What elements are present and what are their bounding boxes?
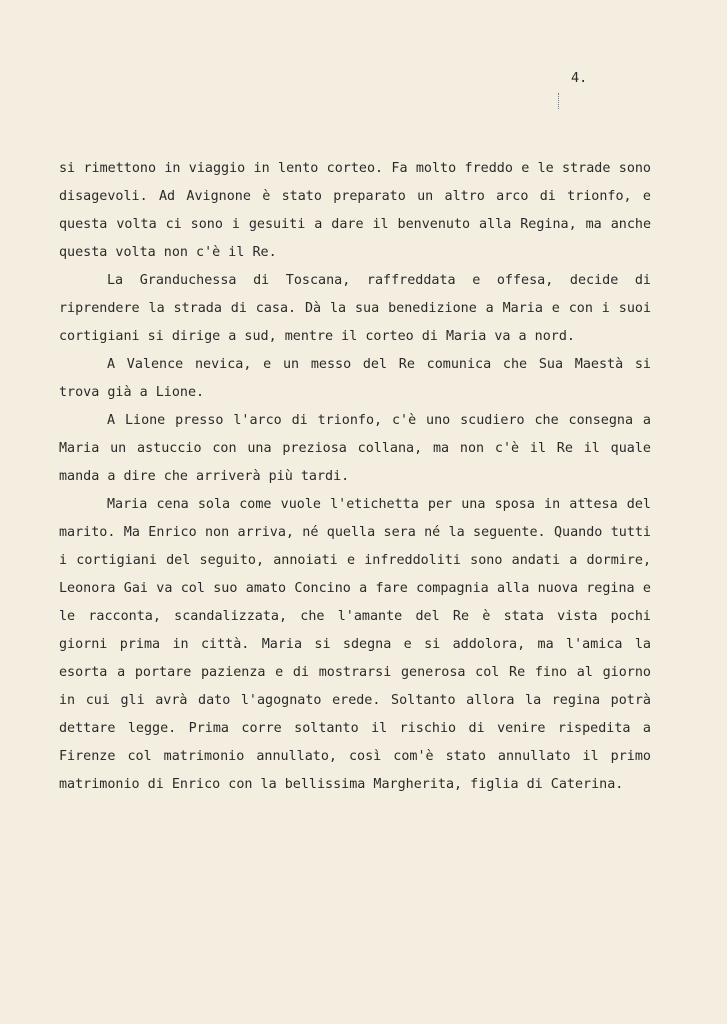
body-text [59, 155, 651, 799]
page-number: 4. [571, 70, 588, 86]
paragraph-5: Maria cena sola come vuole l'etichetta per una sposa in attesa del marito. Ma Enrico non arriva, né quella sera né la seguente. Quando tutti i cortigiani del seguito, annoiati e infreddoliti sono andati a dormire, Leonora Gai va col suo amato Concino a fare compagnia alla nuova regina e le racconta, scandalizzata, che l'amante del Re è stata vista pochi giorni prima in città. Maria si sdegna e si addolora, ma l'amica la esorta a portare pazienza e di mostrarsi generosa col Re fino al giorno in cui gli avrà dato l'agognato erede. Soltanto allora la regina potrà dettare legge. Prima corre soltanto il rischio di venire rispedita a Firenze col matrimonio annullato, così com'è stato annullato il primo matrimonio di Enrico con la bellissima Margherita, figlia di Caterina. [59, 497, 651, 792]
paragraph-4: A Lione presso l'arco di trionfo, c'è uno scudiero che consegna a Maria un astuccio con una preziosa collana, ma non c'è il Re il quale manda a dire che arriverà più tardi. [59, 413, 651, 484]
margin-mark [558, 93, 560, 109]
paragraph-3: A Valence nevica, e un messo del Re comunica che Sua Maestà si trova già a Lione. [59, 357, 651, 400]
paragraph-1: si rimettono in viaggio in lento corteo. Fa molto freddo e le strade sono disagevoli. Ad Avignone è stato preparato un altro arco di trionfo, e questa volta ci sono i gesuiti a dare il benvenuto alla Regina, ma anche questa volta non c'è il Re. [59, 161, 651, 260]
paragraph-2: La Granduchessa di Toscana, raffreddata e offesa, decide di riprendere la strada di casa. Dà la sua benedizione a Maria e con i suoi cortigiani si dirige a sud, mentre il corteo di Maria va a nord. [59, 273, 651, 344]
